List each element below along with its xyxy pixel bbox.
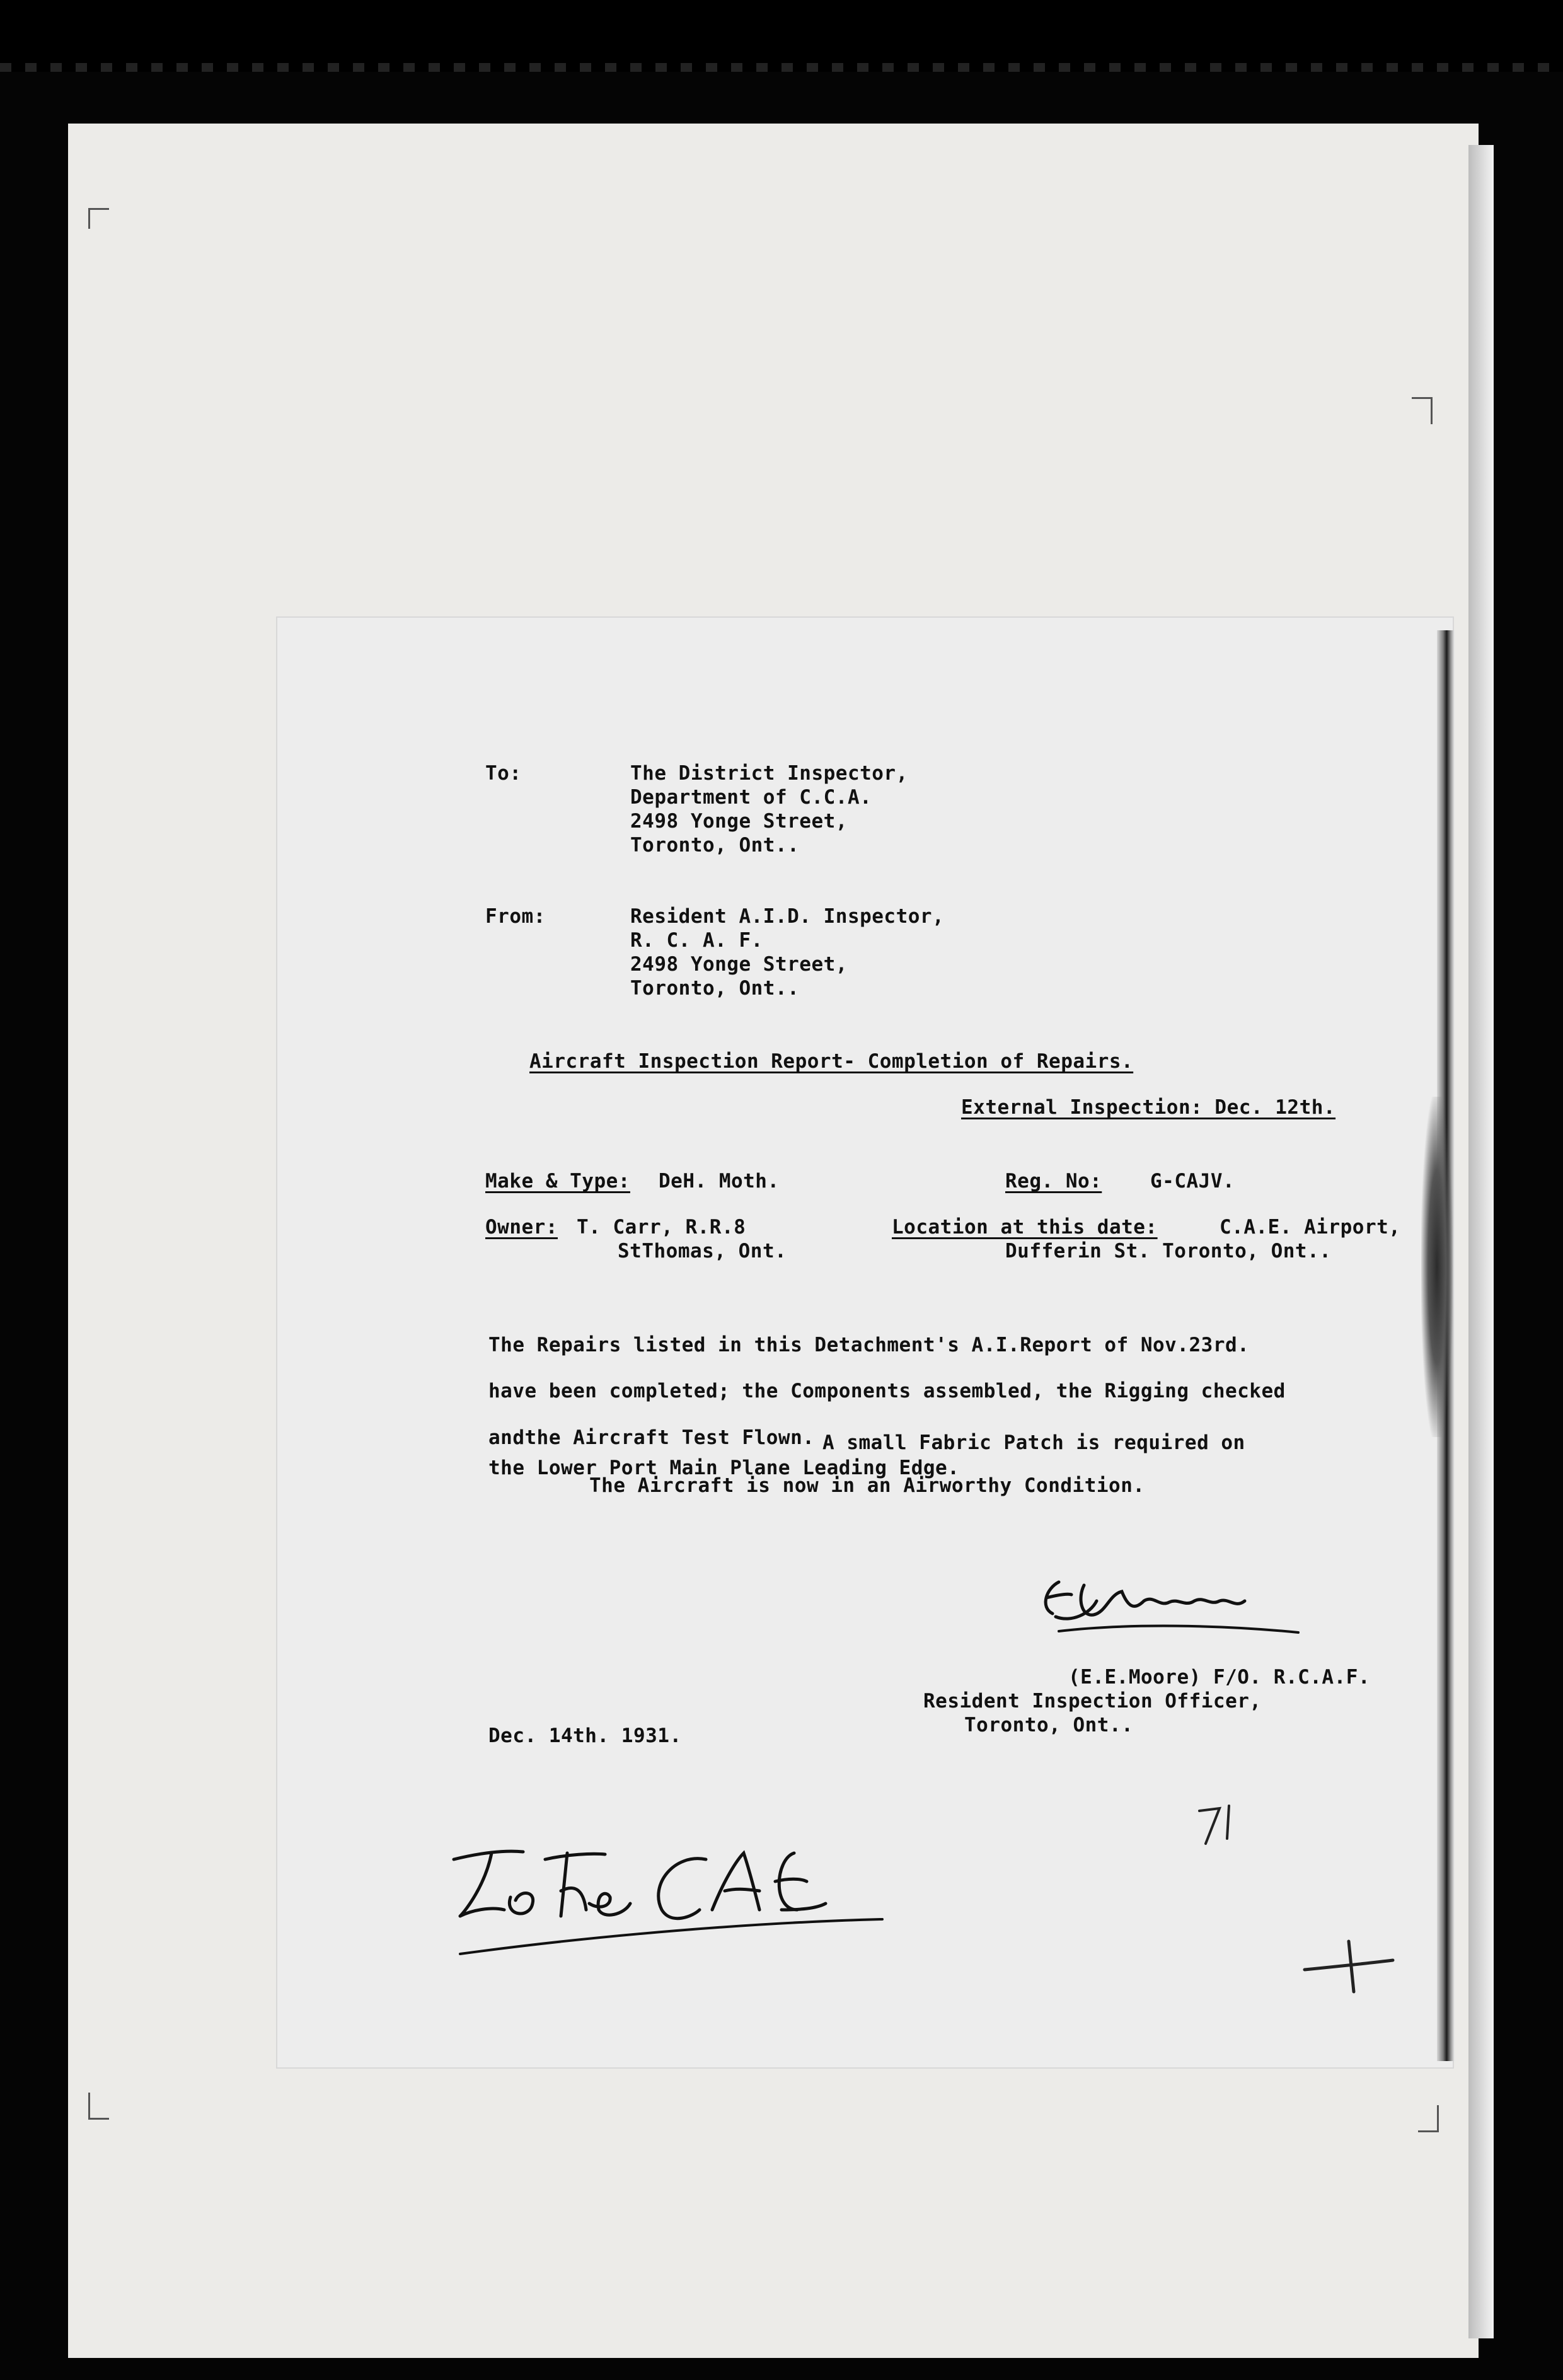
- external-inspection: External Inspection: Dec. 12th.: [961, 1096, 1336, 1119]
- to-address-line: The District Inspector,: [630, 762, 908, 785]
- body-line: The Aircraft is now in an Airworthy Condition.: [589, 1474, 1145, 1497]
- body-line: The Repairs listed in this Detachment's A.I.Report of Nov.23rd.: [488, 1334, 1250, 1356]
- crop-mark: [1412, 397, 1433, 424]
- from-address-line: 2498 Yonge Street,: [630, 953, 848, 976]
- signatory-title: Resident Inspection Officer,: [923, 1690, 1262, 1713]
- reg-no-label: Reg. No:: [1005, 1170, 1102, 1193]
- to-address-line: 2498 Yonge Street,: [630, 810, 848, 833]
- handwritten-signature: [1034, 1563, 1311, 1645]
- sheet-edge-shadow: [1468, 145, 1494, 2338]
- to-address-line: Toronto, Ont..: [630, 834, 800, 857]
- owner-line: T. Carr, R.R.8: [577, 1216, 746, 1239]
- make-type-label: Make & Type:: [485, 1170, 630, 1193]
- body-line: andthe Aircraft Test Flown.: [488, 1426, 815, 1449]
- crop-mark: [88, 208, 109, 229]
- letter-date: Dec. 14th. 1931.: [488, 1724, 682, 1747]
- body-line: A small Fabric Patch is required on: [822, 1431, 1245, 1454]
- owner-line: StThomas, Ont.: [618, 1240, 787, 1262]
- ink-bleed-smudge: [1421, 1097, 1453, 1437]
- crop-mark: [1418, 2105, 1439, 2132]
- report-title: Aircraft Inspection Report- Completion of Repairs.: [529, 1050, 1134, 1073]
- location-line: Dufferin St. Toronto, Ont..: [1005, 1240, 1332, 1262]
- signatory-place: Toronto, Ont..: [964, 1714, 1134, 1736]
- make-type-value: DeH. Moth.: [659, 1170, 780, 1193]
- film-perforation-strip: [0, 63, 1563, 72]
- reg-no-value: G-CAJV.: [1150, 1170, 1235, 1193]
- from-label: From:: [485, 905, 546, 928]
- location-label: Location at this date:: [892, 1216, 1158, 1239]
- from-address-line: Toronto, Ont..: [630, 977, 800, 1000]
- from-address-line: Resident A.I.D. Inspector,: [630, 905, 945, 928]
- to-label: To:: [485, 762, 522, 785]
- body-line: the Lower Port Main Plane Leading Edge.: [488, 1457, 960, 1479]
- cross-mark: [1298, 1935, 1399, 1998]
- from-address-line: R. C. A. F.: [630, 929, 763, 952]
- handwritten-note: [441, 1815, 895, 1967]
- owner-label: Owner:: [485, 1216, 558, 1239]
- handwritten-page-mark: [1194, 1799, 1245, 1850]
- crop-mark: [88, 2093, 109, 2120]
- film-border-top: [0, 0, 1563, 69]
- location-line: C.A.E. Airport,: [1220, 1216, 1401, 1239]
- signatory-name: (E.E.Moore) F/O. R.C.A.F.: [1068, 1666, 1371, 1689]
- to-address-line: Department of C.C.A.: [630, 786, 872, 809]
- body-line: have been completed; the Components assembled, the Rigging checked: [488, 1380, 1286, 1402]
